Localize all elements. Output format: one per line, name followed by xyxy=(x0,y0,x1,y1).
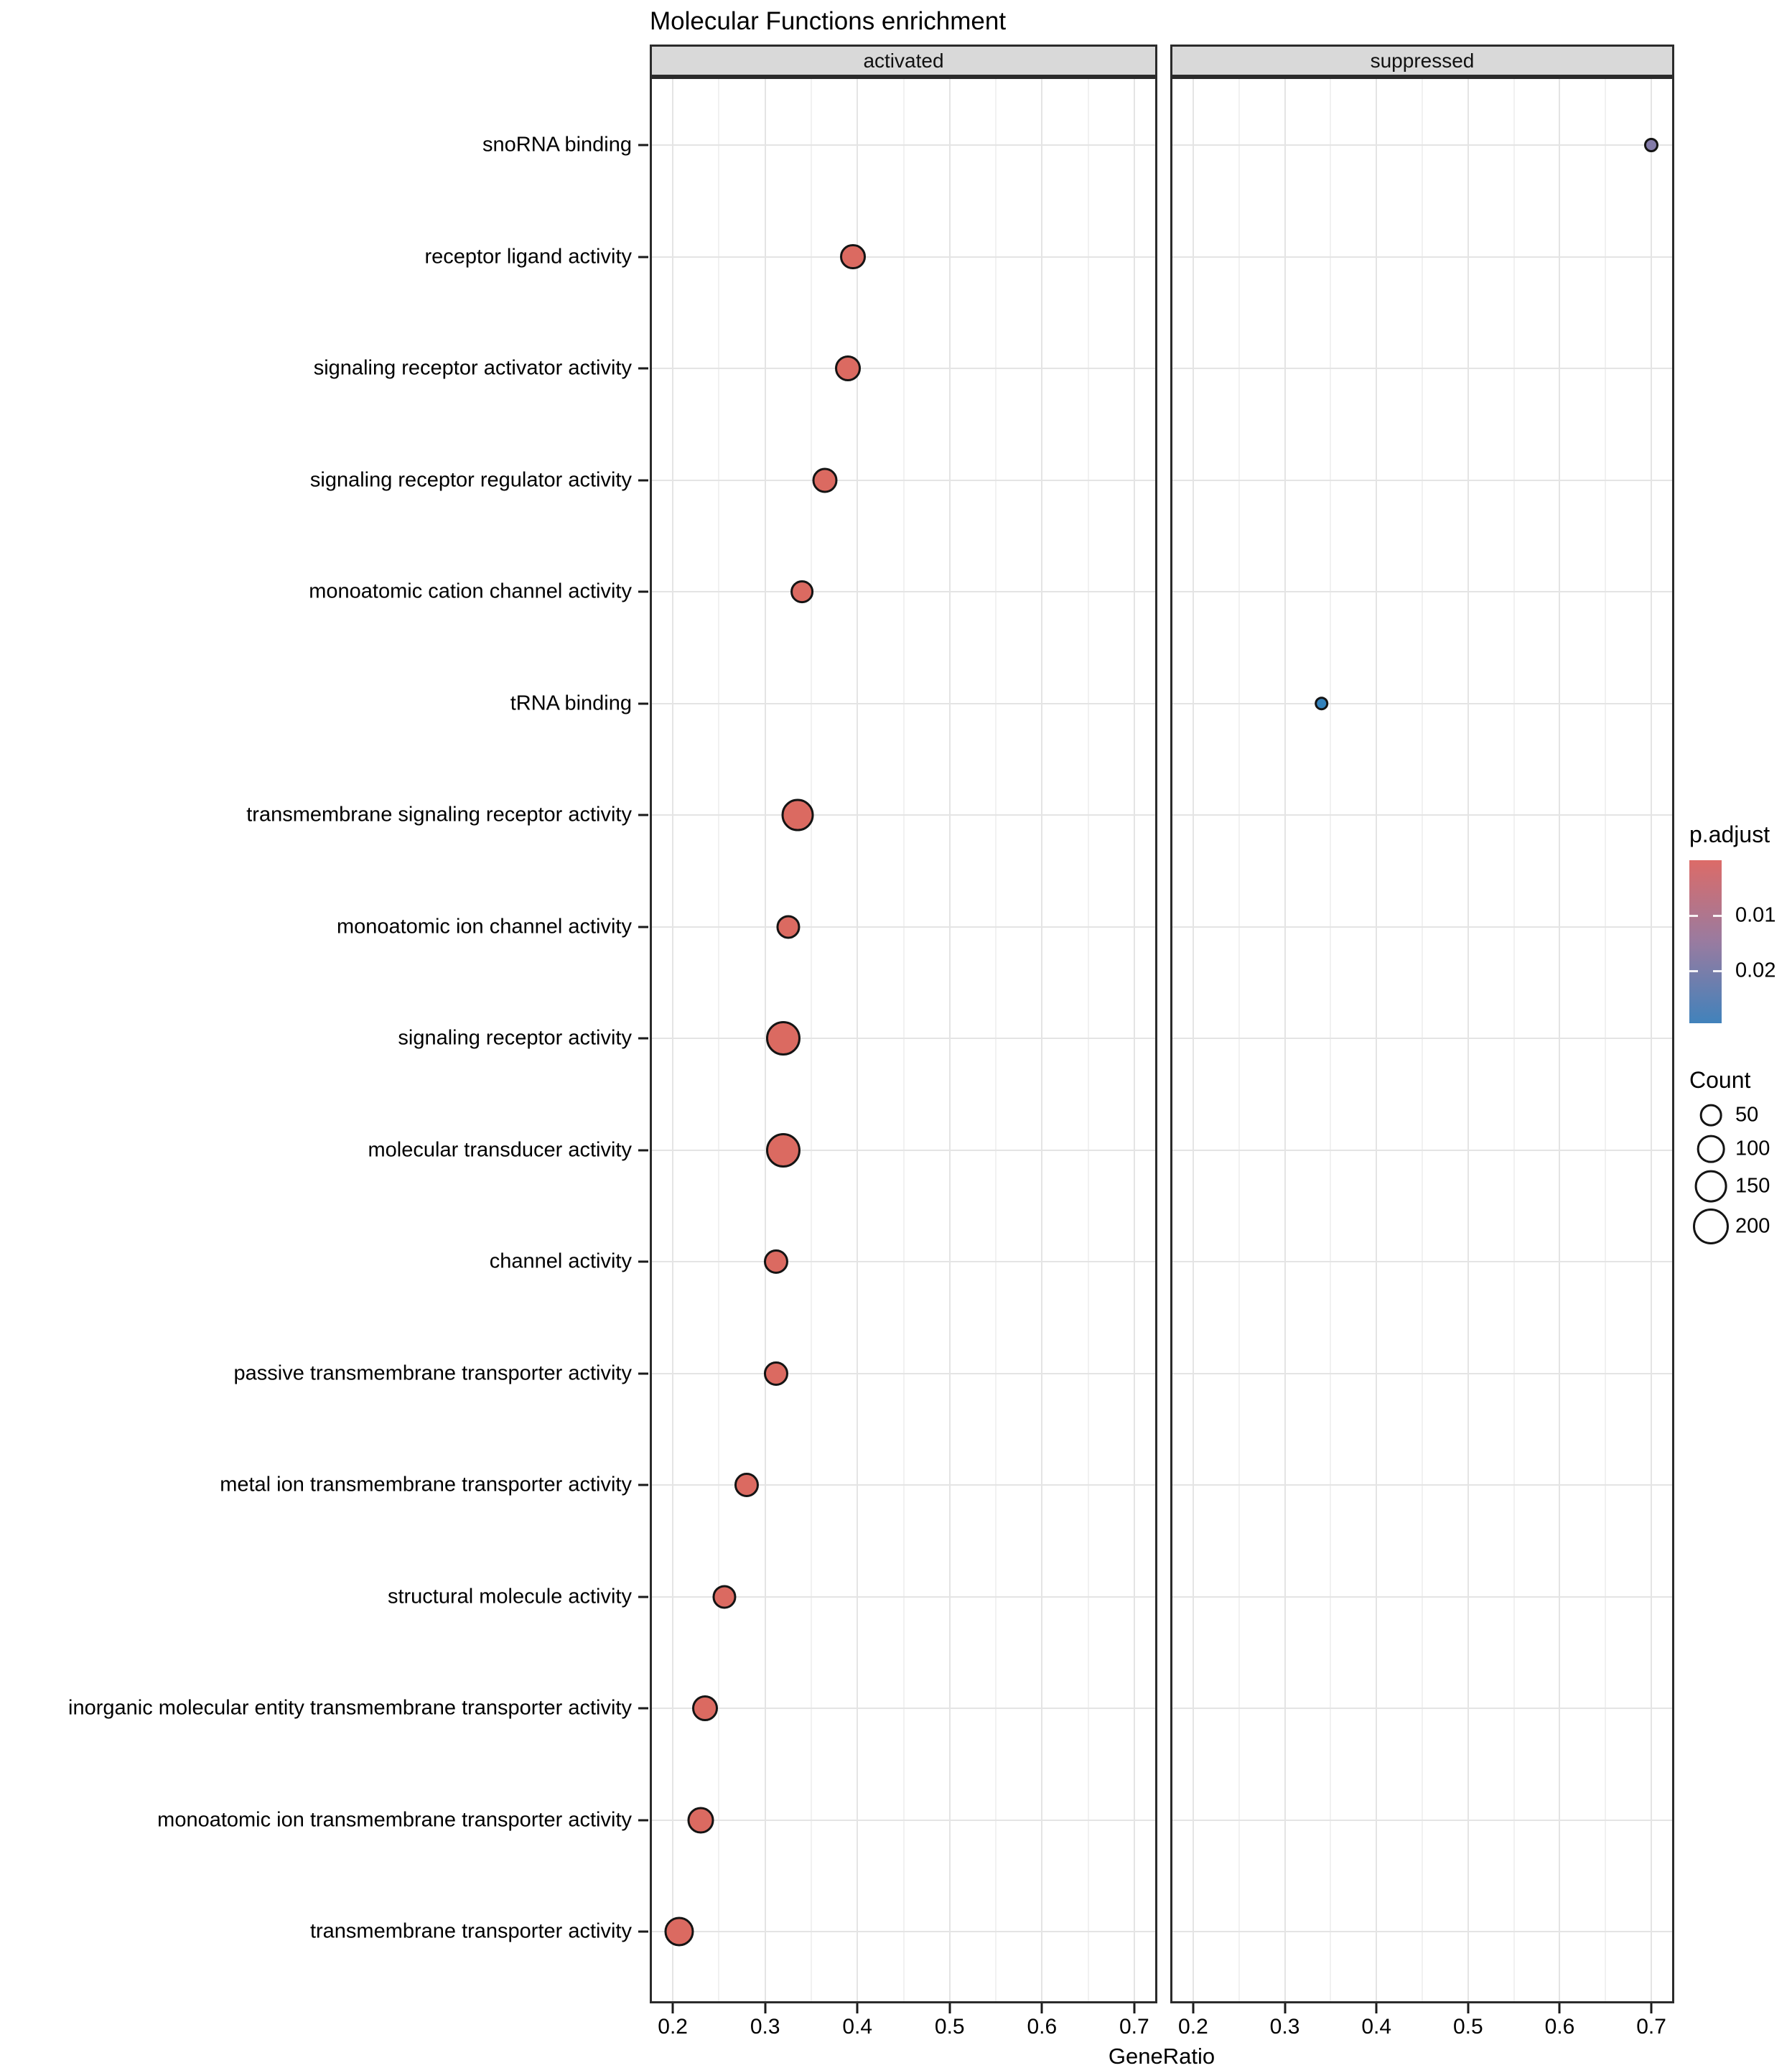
y-axis-label: snoRNA binding xyxy=(482,133,632,157)
x-axis-tick-label: 0.7 xyxy=(1119,2015,1149,2039)
y-axis-label: molecular transducer activity xyxy=(368,1138,632,1161)
y-axis-label: transmembrane signaling receptor activity xyxy=(246,803,632,826)
count-legend-circle xyxy=(1700,1104,1722,1127)
count-legend-label: 150 xyxy=(1735,1174,1770,1198)
x-axis-tick-label: 0.4 xyxy=(842,2015,873,2039)
x-axis-tick-label: 0.6 xyxy=(1027,2015,1058,2039)
y-axis-label: transmembrane transporter activity xyxy=(309,1919,632,1943)
padjust-tick-label: 0.02 xyxy=(1735,959,1776,982)
facet-strip-label: suppressed xyxy=(1370,49,1475,72)
y-axis-label: inorganic molecular entity transmembrane transporter activity xyxy=(68,1696,632,1720)
x-axis-tick-label: 0.5 xyxy=(1452,2015,1483,2039)
count-legend-label: 200 xyxy=(1735,1214,1770,1238)
facet-strip-label: activated xyxy=(863,49,944,72)
x-axis-tick-label: 0.3 xyxy=(1269,2015,1300,2039)
x-axis-title: GeneRatio xyxy=(1108,2044,1215,2068)
x-axis-tick-label: 0.2 xyxy=(658,2015,688,2039)
y-axis-label: receptor ligand activity xyxy=(424,245,632,268)
y-axis-label: monoatomic cation channel activity xyxy=(309,579,632,603)
y-axis-label: channel activity xyxy=(489,1249,632,1273)
y-axis-label: structural molecule activity xyxy=(387,1585,632,1608)
padjust-legend-title: p.adjust xyxy=(1689,821,1770,847)
x-axis-tick-label: 0.5 xyxy=(934,2015,965,2039)
x-axis-tick-label: 0.3 xyxy=(750,2015,780,2039)
count-legend-circle xyxy=(1695,1170,1727,1203)
y-axis-label: monoatomic ion transmembrane transporter activity xyxy=(157,1808,632,1831)
x-axis-tick-label: 0.4 xyxy=(1361,2015,1392,2039)
count-legend-title: Count xyxy=(1689,1067,1751,1093)
count-legend-label: 50 xyxy=(1735,1103,1759,1127)
count-legend-circle xyxy=(1697,1135,1725,1163)
y-axis-label: monoatomic ion channel activity xyxy=(336,915,632,938)
count-legend-label: 100 xyxy=(1735,1137,1770,1160)
x-axis-tick-label: 0.6 xyxy=(1544,2015,1575,2039)
plot-title: Molecular Functions enrichment xyxy=(650,7,1007,35)
y-axis-label: metal ion transmembrane transporter activity xyxy=(220,1473,632,1496)
y-axis-label: passive transmembrane transporter activity xyxy=(233,1361,632,1384)
padjust-tick-label: 0.01 xyxy=(1735,903,1776,927)
y-axis-label: signaling receptor activator activity xyxy=(313,356,632,380)
x-axis-tick-label: 0.2 xyxy=(1178,2015,1208,2039)
y-axis-label: signaling receptor activity xyxy=(398,1026,632,1050)
y-axis-label: signaling receptor regulator activity xyxy=(309,468,632,491)
y-axis-label: tRNA binding xyxy=(510,691,632,714)
count-legend-circle xyxy=(1693,1208,1729,1244)
x-axis-tick-label: 0.7 xyxy=(1636,2015,1666,2039)
